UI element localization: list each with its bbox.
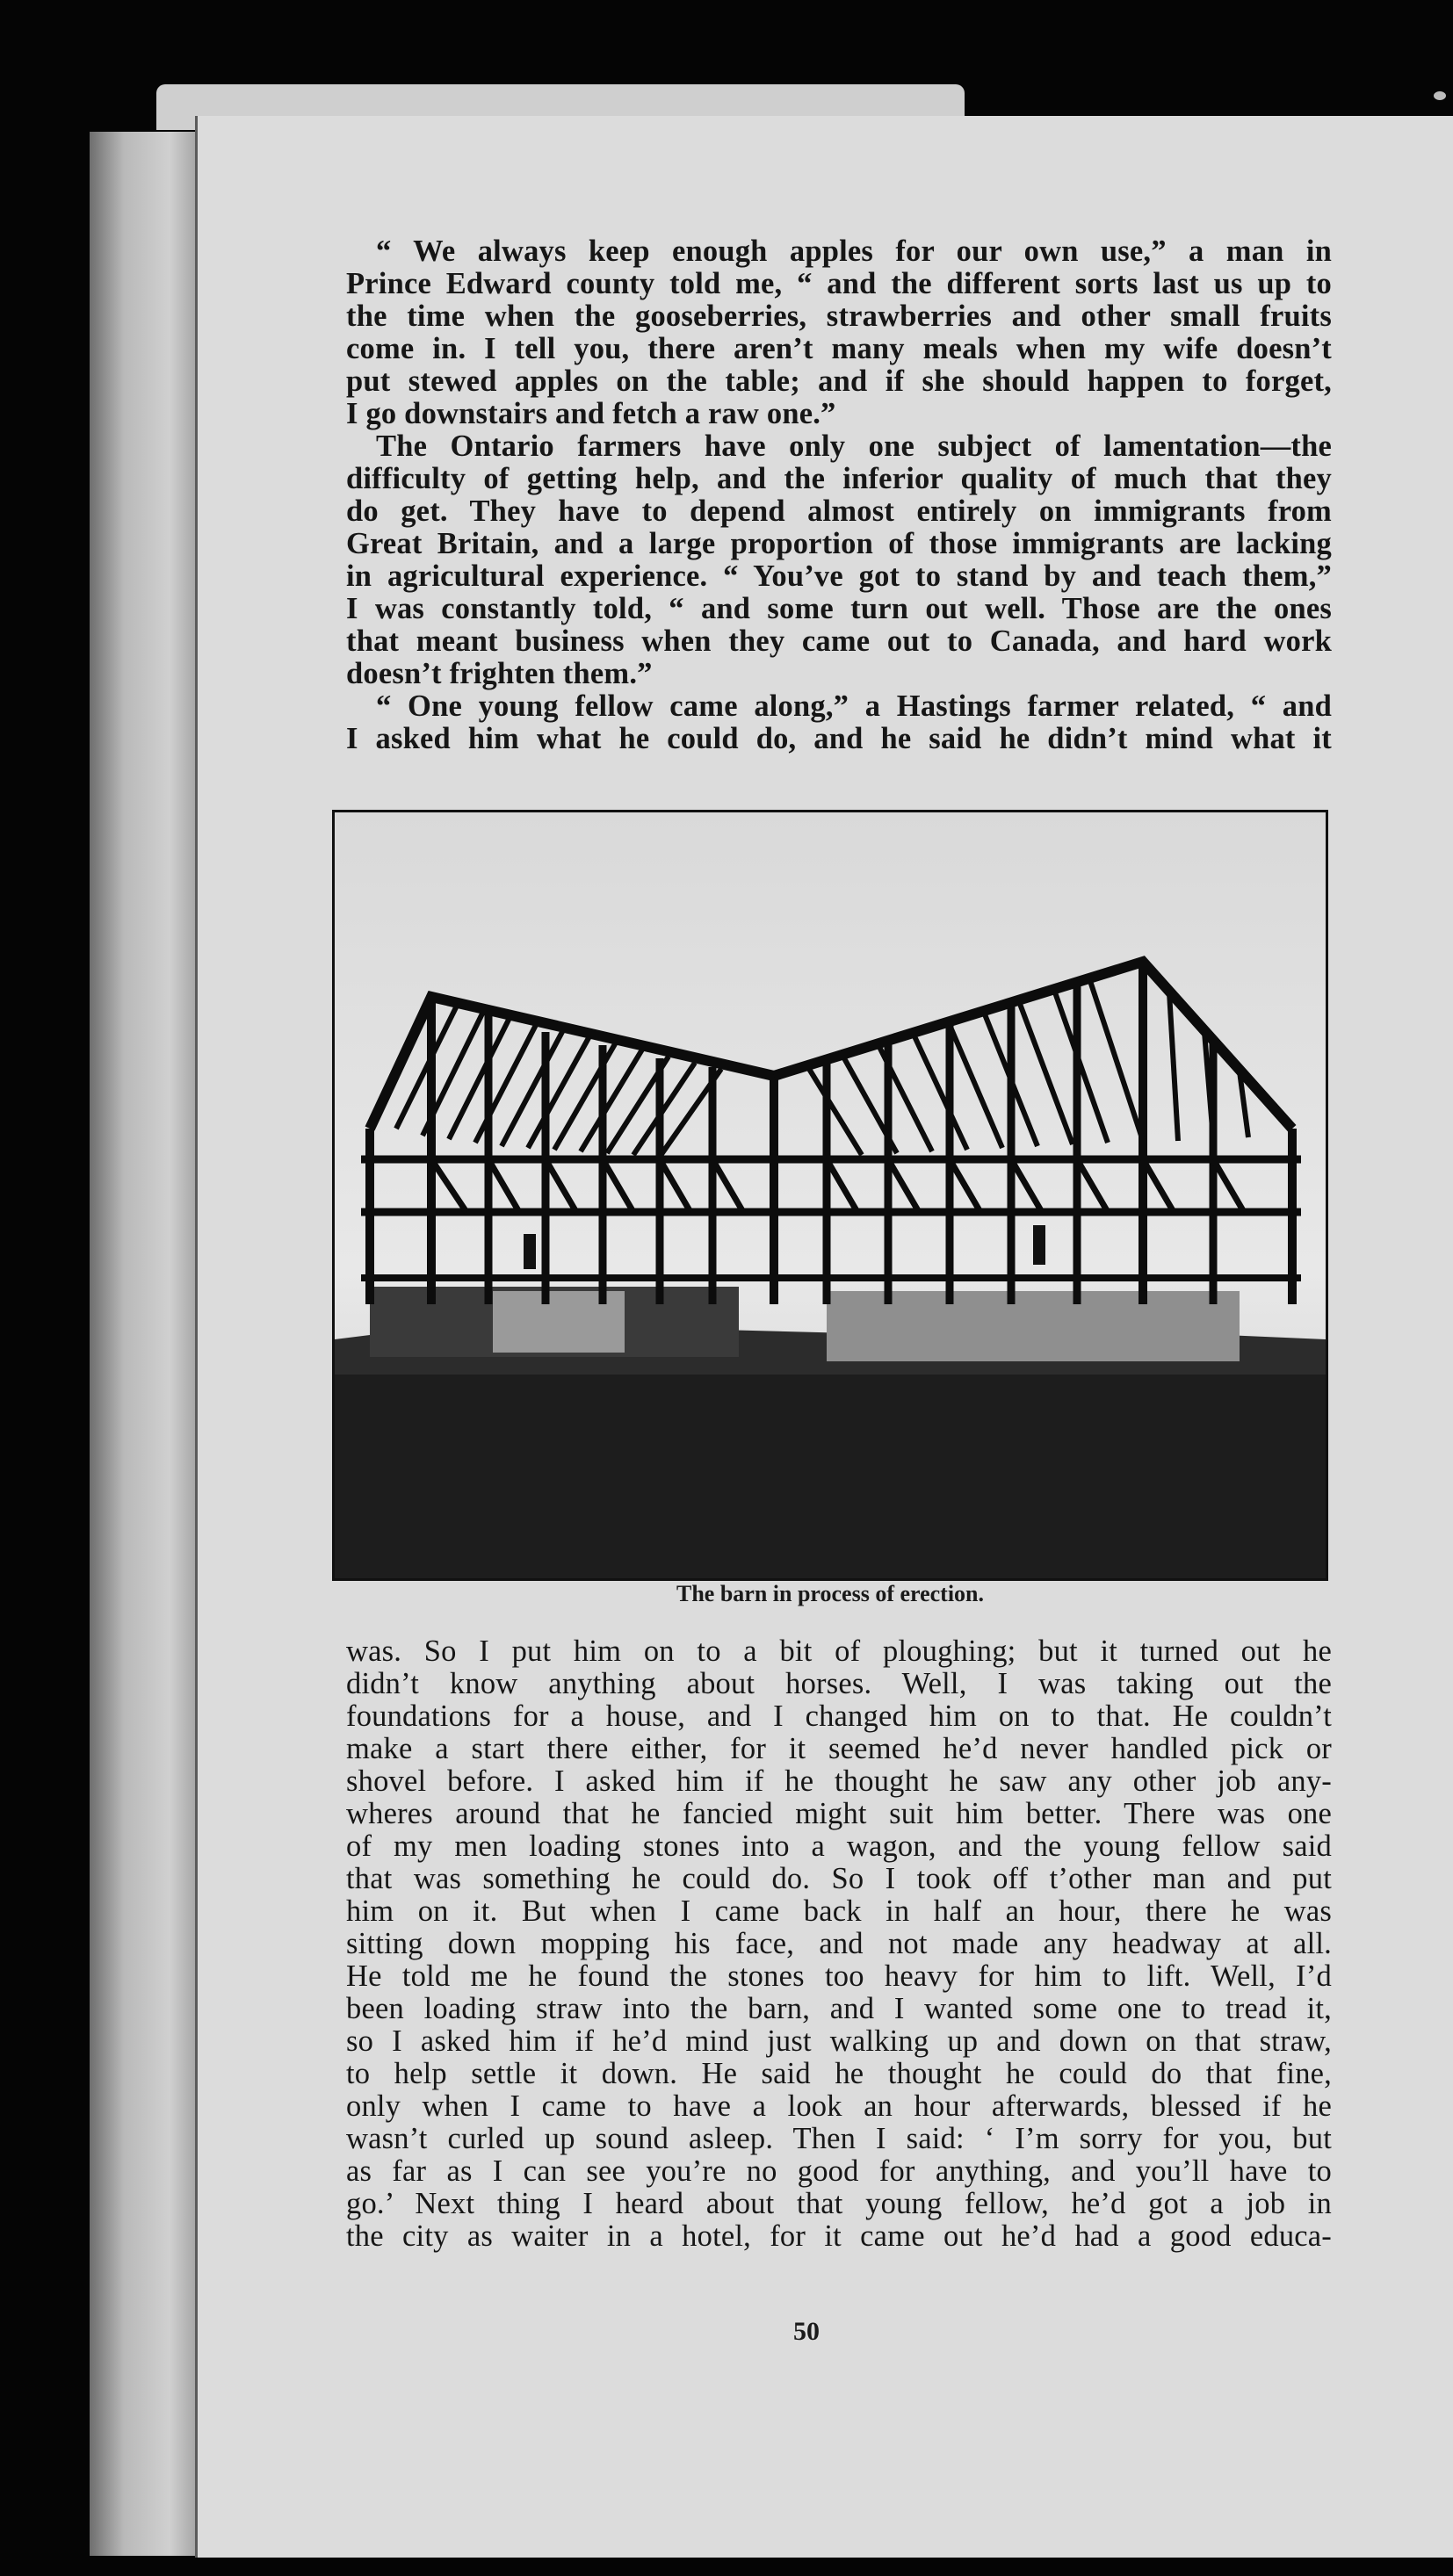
body-text-bottom [346, 1635, 1332, 2253]
text-line: in agricultural experience. “ You’ve got to stand by and teach them,” [346, 559, 1332, 593]
text-line: I asked him what he could do, and he said he didn’t mind what it [346, 722, 1332, 755]
text-line: Great Britain, and a large proportion of those immigrants are lacking [346, 527, 1332, 560]
text-line: that meant business when they came out to Canada, and hard work [346, 624, 1332, 658]
text-line: doesn’t frighten them.” [346, 657, 653, 690]
text-line: The Ontario farmers have only one subject of lamentation—the [376, 429, 1332, 463]
text-line: as far as I can see you’re no good for anything, and you’ll have to [346, 2154, 1332, 2188]
barn-photo [332, 810, 1328, 1581]
text-line: him on it. But when I came back in half an hour, there he was [346, 1894, 1332, 1928]
text-line: “ One young fellow came along,” a Hastings farmer related, “ and [376, 689, 1332, 723]
barn-frame-illustration [335, 812, 1326, 1578]
text-line: the time when the gooseberries, strawberries and other small fruits [346, 299, 1332, 333]
photo-caption: The barn in process of erection. [676, 1581, 985, 1606]
text-line: put stewed apples on the table; and if she should happen to forget, [346, 364, 1332, 398]
text-line: been loading straw into the barn, and I wanted some one to tread it, [346, 1992, 1332, 2025]
text-line: only when I came to have a look an hour afterwards, blessed if he [346, 2089, 1332, 2123]
page-number: 50 [793, 2317, 820, 2346]
text-line: I was constantly told, “ and some turn out well. Those are the ones [346, 592, 1332, 625]
corner-mark [1434, 91, 1446, 100]
text-line: was. So I put him on to a bit of ploughing; but it turned out he [346, 1634, 1332, 1668]
text-line: He told me he found the stones too heavy for him to lift. Well, I’d [346, 1959, 1332, 1993]
text-line: make a start there either, for it seemed he’d never handled pick or [346, 1732, 1332, 1765]
text-line: I go downstairs and fetch a raw one.” [346, 397, 836, 430]
page-edge [90, 132, 204, 2556]
text-line: wasn’t curled up sound asleep. Then I said: ‘ I’m sorry for you, but [346, 2122, 1332, 2155]
text-line: “ We always keep enough apples for our own use,” a man in [376, 235, 1332, 268]
text-line: so I asked him if he’d mind just walking up and down on that straw, [346, 2024, 1332, 2058]
text-line: of my men loading stones into a wagon, and the young fellow said [346, 1829, 1332, 1863]
text-line: sitting down mopping his face, and not made any headway at all. [346, 1927, 1332, 1960]
text-line: Prince Edward county told me, “ and the different sorts last us up to [346, 267, 1332, 300]
text-line: do get. They have to depend almost entirely on immigrants from [346, 494, 1332, 528]
text-line: didn’t know anything about horses. Well, I was taking out the [346, 1667, 1332, 1700]
text-line: difficulty of getting help, and the inferior quality of much that they [346, 462, 1332, 495]
text-line: that was something he could do. So I took off t’other man and put [346, 1862, 1332, 1895]
body-text-top [346, 235, 1332, 755]
text-line: to help settle it down. He said he thought he could do that fine, [346, 2057, 1332, 2090]
text-line: foundations for a house, and I changed him on to that. He couldn’t [346, 1699, 1332, 1733]
text-line: shovel before. I asked him if he thought he saw any other job any- [346, 1764, 1332, 1798]
text-line: go.’ Next thing I heard about that young fellow, he’d got a job in [346, 2187, 1332, 2220]
text-line: wheres around that he fancied might suit him better. There was one [346, 1797, 1332, 1830]
text-line: come in. I tell you, there aren’t many meals when my wife doesn’t [346, 332, 1332, 365]
text-line: the city as waiter in a hotel, for it came out he’d had a good educa- [346, 2219, 1332, 2253]
